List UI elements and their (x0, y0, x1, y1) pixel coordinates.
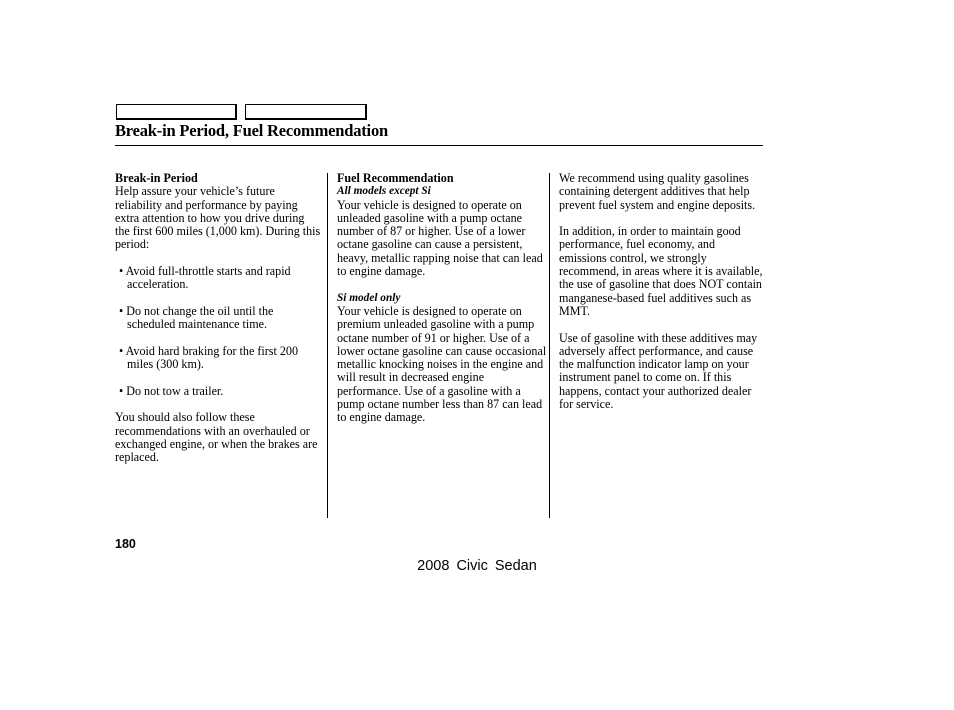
subheading-all-models: All models except Si (337, 185, 431, 198)
break-in-intro: Help assure your vehicle’s future reliability and performance by paying extra attention to how you drive during the first 600 miles (1,000 km). During this period: (115, 184, 321, 252)
additives-paragraph-1: We recommend using quality gasolines containing detergent additives that help prevent fuel system and engine deposits. (559, 171, 756, 212)
column-divider (549, 173, 550, 518)
bullet-item: • Avoid hard braking for the first 200 miles (300 km). (119, 343, 298, 372)
page-number: 180 (115, 537, 136, 551)
column-fuel-additives (559, 172, 763, 411)
column-divider (327, 173, 328, 518)
subheading-si-model: Si model only (337, 291, 401, 304)
nav-prev-button[interactable] (116, 104, 237, 120)
footer-model: 2008 Civic Sedan (417, 558, 537, 574)
column-break-in (115, 172, 321, 465)
section-heading-fuel: Fuel Recommendation (337, 171, 454, 185)
column-fuel-recommendation (337, 172, 547, 425)
bullet-item: • Do not tow a trailer. (119, 383, 224, 398)
page-title: Break-in Period, Fuel Recommendation (115, 121, 388, 140)
additives-paragraph-2: In addition, in order to maintain good performance, fuel economy, and emissions control, we strongly recommend, in areas where it is available, the use of gasoline that does NOT contain manganese-based fuel additives such as MMT. (559, 224, 763, 318)
fuel-paragraph-regular: Your vehicle is designed to operate on unleaded gasoline with a pump octane number of 87 or higher. Use of a lower octane gasoline can cause a persistent, heavy, metallic rapping noise that can lead to engine damage. (337, 197, 543, 279)
bullet-item: • Avoid full-throttle starts and rapid acceleration. (119, 264, 291, 292)
title-rule (115, 145, 763, 146)
nav-next-button[interactable] (245, 104, 367, 120)
break-in-closing: You should also follow these recommendations with an overhauled or exchanged engine, or when the brakes are replaced. (115, 410, 318, 465)
section-heading-break-in: Break-in Period (115, 171, 198, 185)
fuel-paragraph-si: Your vehicle is designed to operate on premium unleaded gasoline with a pump octane number of 91 or higher. Use of a lower octane gasoline can cause occasional metallic knocking noises in the engine and will result in decreased engine performance. Use of a gasoline with a pump octane number less than 87 can lead to engine damage. (337, 303, 547, 425)
bullet-item: • Do not change the oil until the scheduled maintenance time. (119, 303, 274, 332)
additives-paragraph-3: Use of gasoline with these additives may adversely affect performance, and cause the malfunction indicator lamp on your instrument panel to come on. If this happens, contact your authorized dealer for service. (559, 330, 758, 412)
